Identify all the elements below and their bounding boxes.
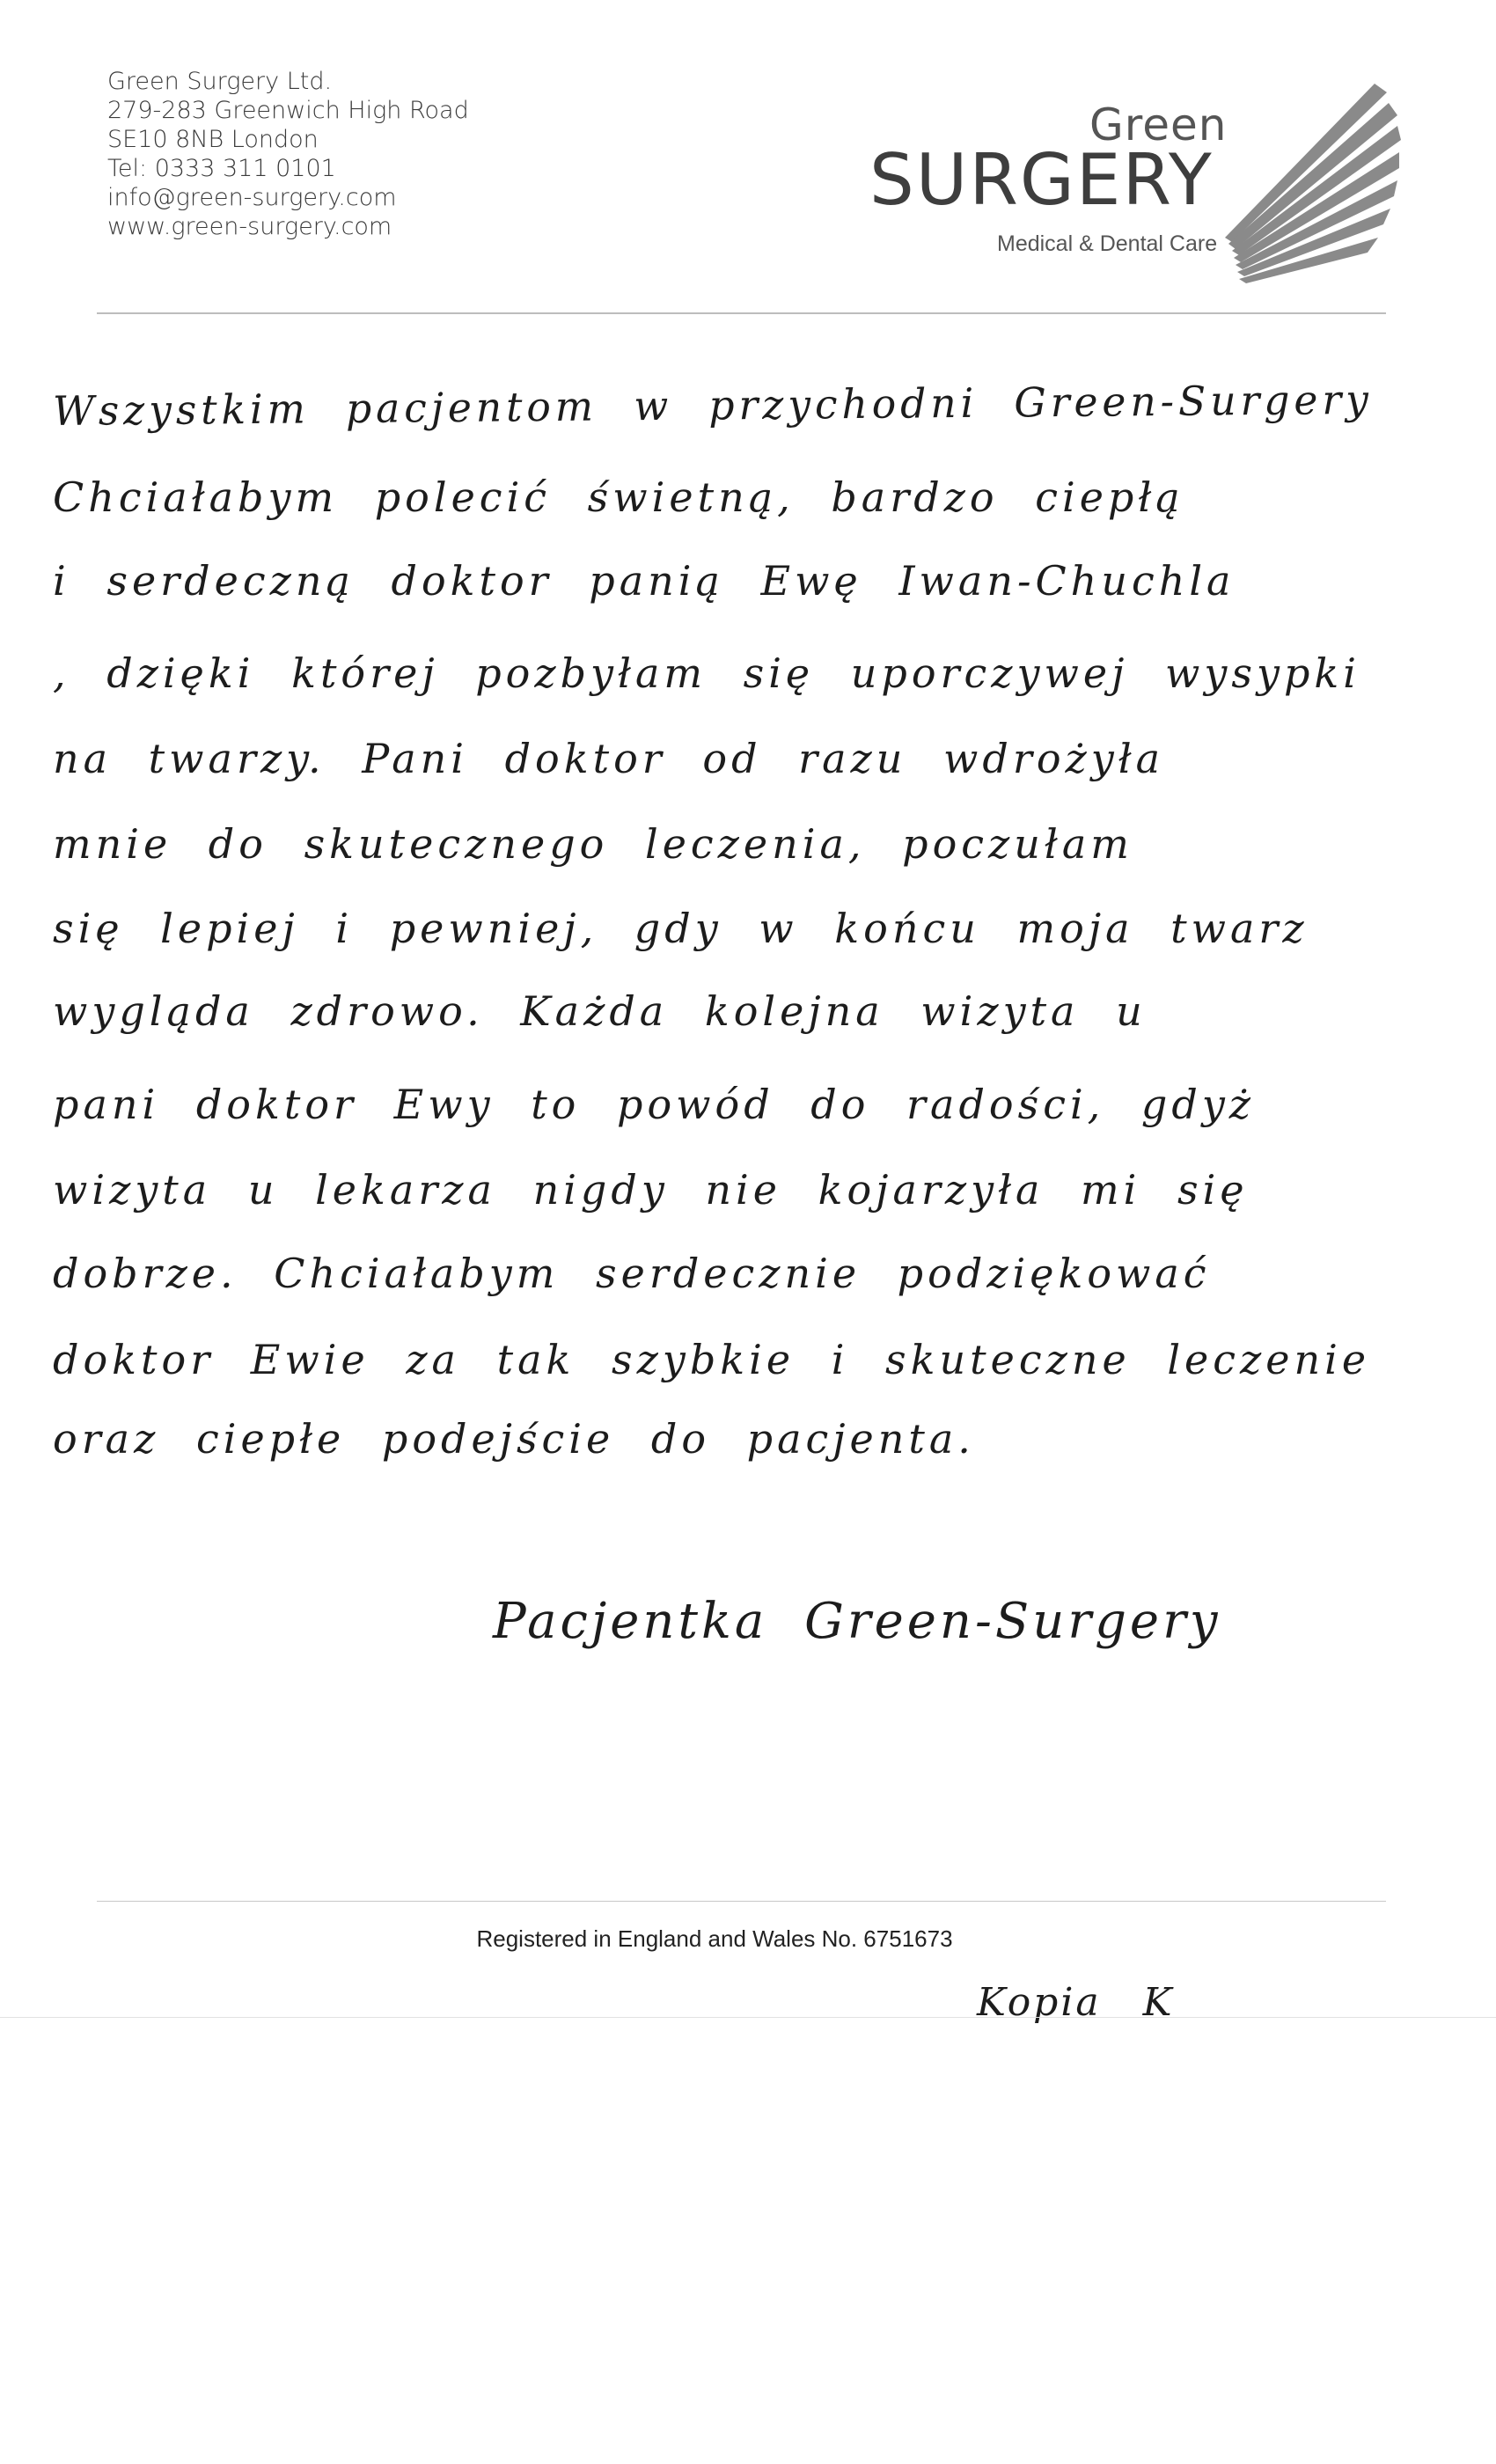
logo-word-surgery: SURGERY [869,139,1214,221]
copy-annotation: Kopia K [977,1980,1175,2025]
postcode-city: SE10 8NB London [107,126,319,153]
logo-tagline: Medical & Dental Care [997,231,1218,256]
letter-signature: Pacjentka Green-Surgery [493,1593,1221,1650]
footer-divider [97,1901,1386,1902]
letter-line: i serdeczną doktor panią Ewę Iwan-Chuchla [53,557,1236,605]
phone-number: Tel: 0333 311 0101 [107,155,336,182]
letter-line: Wszystkim pacjentom w przychodni Green-Surgery [52,375,1374,435]
logo-word-green: Green [1089,99,1228,150]
scan-edge [0,2017,1496,2018]
letter-line: pani doktor Ewy to powód do radości, gdyż [53,1081,1256,1128]
company-name: Green Surgery Ltd. [107,68,333,95]
letter-line: się lepiej i pewniej, gdy w końcu moja twarz [53,905,1309,952]
email-address: info@green-surgery.com [107,184,397,211]
letter-line: doktor Ewie za tak szybkie i skuteczne leczenie [53,1336,1371,1383]
letter-line: dobrze. Chciałabym serdecznie podziękować [53,1250,1211,1297]
letter-line: wizyta u lekarza nigdy nie kojarzyła mi się [53,1166,1249,1214]
letter-line: mnie do skutecznego leczenia, poczułam [53,820,1133,868]
letter-line: oraz ciepłe podejście do pacjenta. [53,1415,975,1463]
registration-number: Registered in England and Wales No. 6751673 [476,1925,953,1952]
website-address: www.green-surgery.com [107,213,392,240]
letter-line: , dzięki której pozbyłam się uporczywej wysypki [53,649,1360,697]
letter-line: Chciałabym polecić świetną, bardzo ciepłą [53,473,1184,521]
street-address: 279-283 Greenwich High Road [107,97,469,124]
letter-line: na twarzy. Pani doktor od razu wdrożyła [53,735,1165,782]
registration-footer [0,1925,1496,1953]
logo-fan-icon [1225,84,1401,286]
green-surgery-logo [862,84,1390,295]
letter-line: wygląda zdrowo. Każda kolejna wizyta u [53,987,1147,1035]
header-divider [97,312,1386,314]
letterhead-address [107,67,469,241]
